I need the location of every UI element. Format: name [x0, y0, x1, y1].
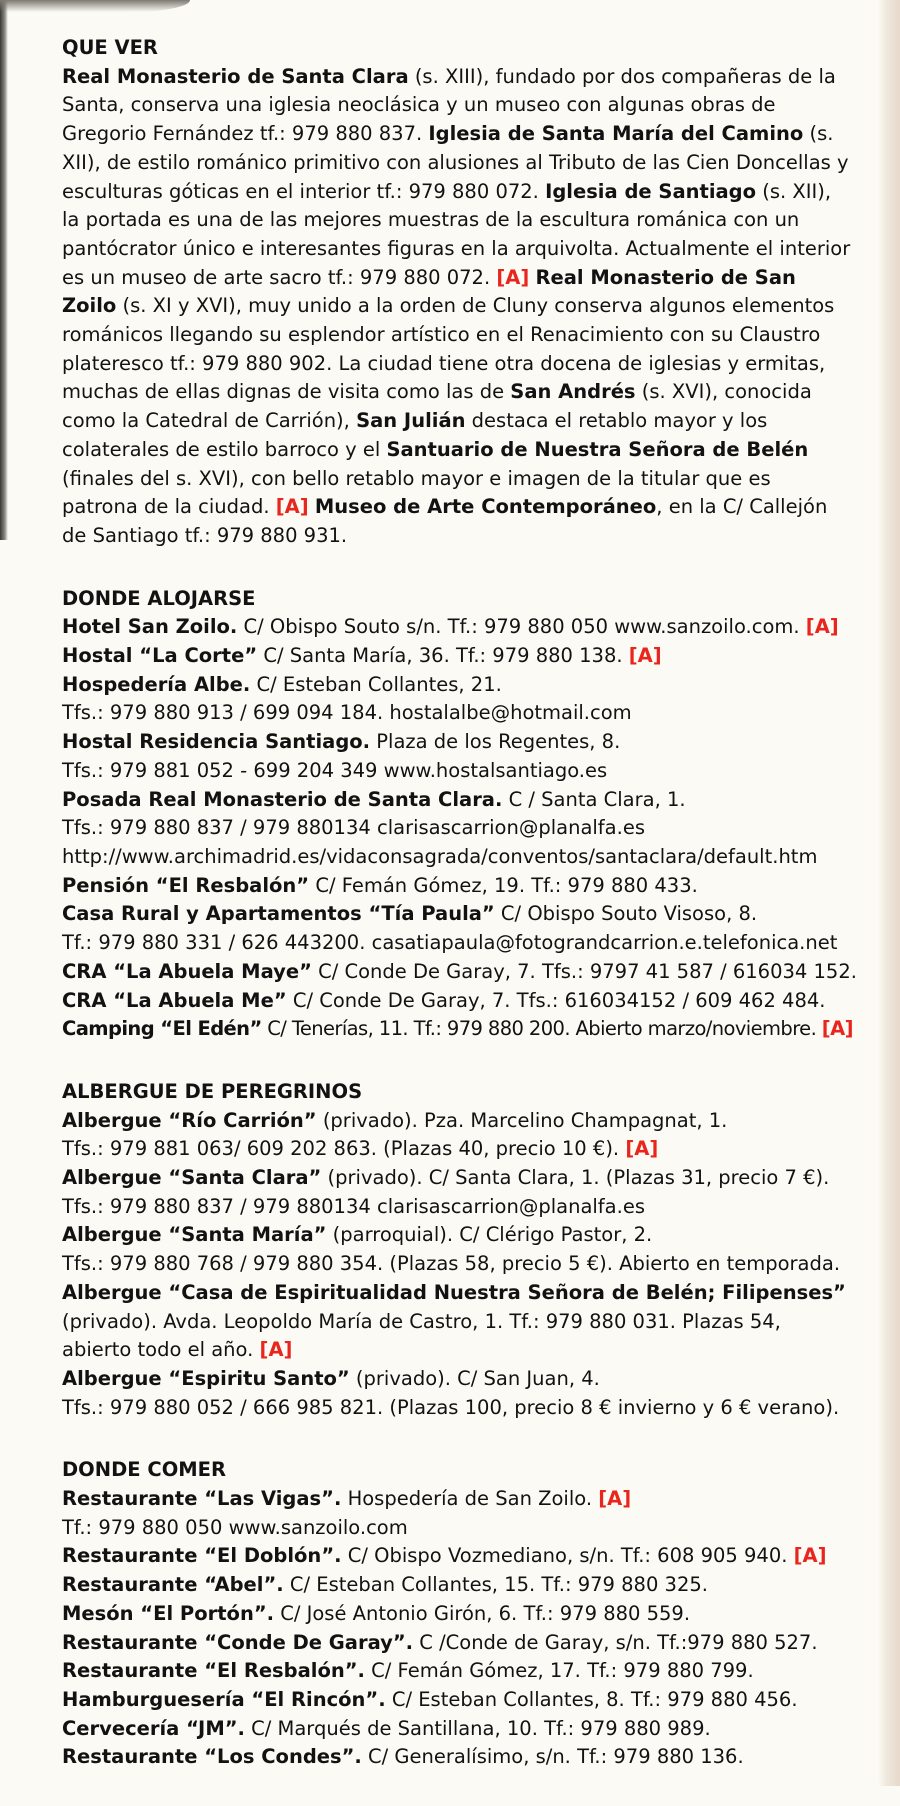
text-run: (parroquial). C/ Clérigo Pastor, 2.	[326, 1223, 653, 1247]
guide-page	[62, 34, 857, 1806]
listing-line	[62, 786, 852, 815]
listing-line	[62, 1164, 852, 1193]
page-corner-shadow	[0, 0, 190, 12]
accessibility-badge: [A]	[805, 615, 839, 639]
listing-entry	[62, 642, 852, 671]
text-run: Tfs.: 979 880 837 / 979 880134 clarisascarrion@planalfa.es	[62, 816, 645, 840]
text-run: C/ Obispo Souto s/n. Tf.: 979 880 050 www.sanzoilo.com.	[237, 615, 806, 639]
listing-entry	[62, 1279, 852, 1365]
text-run: (privado). C/ Santa Clara, 1. (Plazas 31, precio 7 €).	[321, 1166, 830, 1190]
text-run: C/ José Antonio Girón, 6. Tf.: 979 880 559.	[274, 1601, 691, 1625]
bold-name: Camping “El Edén”	[62, 1017, 262, 1041]
text-run: C/ Conde De Garay, 7. Tfs.: 9797 41 587 / 616034 152.	[311, 959, 857, 983]
accessibility-badge: [A]	[625, 1137, 659, 1161]
listing-line	[62, 929, 852, 958]
section-donde-comer	[62, 1456, 852, 1772]
text-run: (s. XVI), conocida como la Catedral de Carrión),	[62, 380, 812, 433]
albergue-list	[62, 1107, 852, 1423]
listing-line	[62, 1571, 852, 1600]
listing-line	[62, 1365, 852, 1394]
bold-name: Restaurante “Las Vigas”.	[62, 1487, 342, 1511]
listing-line	[62, 1193, 852, 1222]
section-heading-donde-comer: DONDE COMER	[62, 1458, 227, 1482]
text-run: Tfs.: 979 880 913 / 699 094 184. hostalalbe@hotmail.com	[62, 701, 632, 725]
listing-entry	[62, 1715, 852, 1744]
bold-name: Pensión “El Resbalón”	[62, 873, 310, 897]
text-run: (s. XII), la portada es una de las mejores muestras de la escultura románica con un pantócrator único e interesantes figuras en la arquivolta. Actualmente el interior es un museo de arte sacro tf.: 979 880 072.	[62, 179, 851, 289]
listing-line	[62, 1600, 852, 1629]
bold-name: San Julián	[356, 409, 466, 433]
text-run: C/ Esteban Collantes, 15. Tf.: 979 880 325.	[283, 1573, 708, 1597]
listing-line	[62, 1221, 852, 1250]
page-edge-tint	[878, 0, 900, 1786]
listing-line	[62, 814, 852, 843]
bold-name: CRA “La Abuela Maye”	[62, 959, 312, 983]
listing-line	[62, 900, 852, 929]
accessibility-badge: [A]	[259, 1338, 293, 1362]
listing-line	[62, 1514, 852, 1543]
bold-name: Casa Rural y Apartamentos “Tía Paula”	[62, 902, 495, 926]
text-run: (s. XI y XVI), muy unido a la orden de Cluny conserva algunos elementos románicos llegando su esplendor artístico en el Renacimiento con su Claustro plateresco tf.: 979 880 902. La ciudad tiene otra docena de iglesias y ermitas, muchas de ellas dignas de visita como las de	[62, 294, 835, 404]
listing-entry	[62, 1107, 852, 1164]
section-donde-alojarse	[62, 585, 857, 1044]
text-run: (s. XIII), fundado por dos compañeras de la Santa, conserva una iglesia neoclásica y un museo con algunas obras de Gregorio Fernández tf.: 979 880 837.	[62, 64, 836, 146]
listing-entry	[62, 1629, 852, 1658]
listing-line	[62, 958, 857, 987]
text-run: Tfs.: 979 880 768 / 979 880 354. (Plazas 58, precio 5 €). Abierto en temporada.	[62, 1252, 841, 1276]
text-run: , en la C/ Callejón de Santiago tf.: 979 880 931.	[62, 495, 828, 547]
listing-entry	[62, 1542, 852, 1571]
bold-name: Real Monasterio de Santa Clara	[62, 64, 409, 88]
bold-name: Albergue “Santa Clara”	[62, 1166, 322, 1190]
bold-name: Albergue “Río Carrión”	[62, 1108, 317, 1132]
text-run: C/ Santa María, 36. Tf.: 979 880 138.	[257, 644, 629, 668]
section-que-ver	[62, 34, 852, 551]
listing-line	[62, 1394, 852, 1423]
bold-name: Albergue “Santa María”	[62, 1223, 327, 1247]
accessibility-badge: [A]	[628, 644, 662, 668]
text-run: Hospedería de San Zoilo.	[341, 1487, 599, 1511]
bold-name: Hostal Residencia Santiago.	[62, 730, 371, 754]
listing-entry	[62, 1015, 852, 1044]
listing-entry	[62, 1657, 852, 1686]
section-heading-que-ver: QUE VER	[62, 36, 158, 59]
listing-entry	[62, 1743, 852, 1772]
listing-line	[62, 1015, 852, 1044]
listing-entry	[62, 1164, 852, 1221]
listing-entry	[62, 613, 852, 642]
accessibility-badge: [A]	[793, 1544, 827, 1568]
section-heading-donde-alojarse: DONDE ALOJARSE	[62, 586, 256, 610]
accessibility-badge: [A]	[275, 495, 309, 519]
text-run: C/ Obispo Vozmediano, s/n. Tf.: 608 905 940.	[341, 1544, 794, 1568]
listing-line	[62, 1743, 852, 1772]
text-run: (privado). C/ San Juan, 4.	[349, 1366, 600, 1390]
bold-name: Restaurante “El Resbalón”.	[62, 1659, 365, 1683]
text-run: Tf.: 979 880 050 www.sanzoilo.com	[62, 1515, 408, 1539]
accessibility-badge: [A]	[598, 1487, 632, 1511]
listing-entry	[62, 728, 852, 785]
listing-entry	[62, 872, 852, 901]
bold-name: San Andrés	[510, 380, 636, 404]
listing-line	[62, 1629, 852, 1658]
listing-line	[62, 1135, 852, 1164]
text-run: C/ Femán Gómez, 19. Tf.: 979 880 433.	[309, 873, 698, 897]
listing-line	[62, 1107, 852, 1136]
listing-line	[62, 1542, 852, 1571]
comer-list	[62, 1485, 852, 1772]
text-run: C/ Femán Gómez, 17. Tf.: 979 880 799.	[364, 1659, 754, 1683]
listing-entry	[62, 900, 852, 957]
listing-line	[62, 1715, 852, 1744]
text-run: http://www.archimadrid.es/vidaconsagrada/conventos/santaclara/default.htm	[62, 844, 818, 868]
text-run: (finales del s. XVI), con bello retablo mayor e imagen de la titular que es patrona de la ciudad.	[62, 466, 771, 519]
listing-entry	[62, 1365, 852, 1422]
listing-line	[62, 1279, 852, 1308]
listing-entry	[62, 1221, 852, 1278]
listing-entry	[62, 958, 857, 987]
text-run: C / Santa Clara, 1.	[502, 787, 686, 811]
text-run: abierto todo el año.	[62, 1338, 260, 1362]
text-run: Plaza de los Regentes, 8.	[370, 730, 621, 754]
bold-name: Restaurante “Los Condes”.	[62, 1745, 362, 1769]
bold-name: Hospedería Albe.	[62, 672, 251, 696]
listing-line	[62, 699, 852, 728]
listing-line	[62, 1657, 852, 1686]
listing-line	[62, 1485, 852, 1514]
text-run: C/ Tenerías, 11. Tf.: 979 880 200. Abierto marzo/noviembre.	[261, 1017, 822, 1041]
text-run: C/ Esteban Collantes, 21.	[250, 672, 502, 696]
bold-name: Museo de Arte Contemporáneo	[314, 495, 657, 519]
text-run: C/ Esteban Collantes, 8. Tf.: 979 880 456.	[385, 1687, 798, 1711]
listing-line	[62, 1308, 852, 1337]
text-run: (s. XII), de estilo románico primitivo con alusiones al Tributo de las Cien Doncellas y esculturas góticas en el interior tf.: 979 880 072.	[62, 122, 849, 203]
bold-name: Restaurante “El Doblón”.	[62, 1544, 342, 1568]
listing-line	[62, 1686, 852, 1715]
listing-entry	[62, 1686, 852, 1715]
text-run: Tfs.: 979 880 837 / 979 880134 clarisascarrion@planalfa.es	[62, 1194, 645, 1218]
text-run: (privado). Avda. Leopoldo María de Castro, 1. Tf.: 979 880 031. Plazas 54,	[62, 1309, 781, 1333]
text-run: C/ Obispo Souto Visoso, 8.	[494, 902, 758, 926]
listing-line	[62, 671, 852, 700]
text-run: C /Conde de Garay, s/n. Tf.:979 880 527.	[413, 1630, 818, 1654]
bold-name: Posada Real Monasterio de Santa Clara.	[62, 787, 503, 811]
text-run: C/ Generalísimo, s/n. Tf.: 979 880 136.	[361, 1745, 744, 1769]
bold-name: Cervecería “JM”.	[62, 1716, 245, 1740]
listing-entry	[62, 671, 852, 728]
listing-entry	[62, 1485, 852, 1542]
text-run: C/ Marqués de Santillana, 10. Tf.: 979 880 989.	[244, 1716, 711, 1740]
text-run: Tfs.: 979 880 052 / 666 985 821. (Plazas 100, precio 8 € invierno y 6 € verano).	[62, 1395, 840, 1419]
listing-line	[62, 642, 852, 671]
listing-entry	[62, 1600, 852, 1629]
bold-name: Hostal “La Corte”	[62, 644, 258, 668]
bold-name: Hotel San Zoilo.	[62, 615, 238, 639]
bold-name: Restaurante “Conde De Garay”.	[62, 1630, 414, 1654]
listing-line	[62, 728, 852, 757]
text-run: Tfs.: 979 881 052 - 699 204 349 www.hostalsantiago.es	[62, 758, 608, 782]
listing-entry	[62, 786, 852, 872]
bold-name: Restaurante “Abel”.	[62, 1573, 284, 1597]
listing-line	[62, 1336, 852, 1365]
accessibility-badge: [A]	[821, 1017, 853, 1041]
section-albergue-peregrinos	[62, 1078, 852, 1422]
text-run: Tfs.: 979 881 063/ 609 202 863. (Plazas 40, precio 10 €).	[62, 1137, 626, 1161]
listing-line	[62, 987, 852, 1016]
text-run: (privado). Pza. Marcelino Champagnat, 1.	[316, 1108, 728, 1132]
text-run: C/ Conde De Garay, 7. Tfs.: 616034152 / 609 462 484.	[286, 988, 826, 1012]
bold-name: Santuario de Nuestra Señora de Belén	[386, 437, 809, 461]
listing-entry	[62, 1571, 852, 1600]
listing-line	[62, 613, 852, 642]
page-edge-shadow	[0, 0, 8, 540]
listing-line	[62, 872, 852, 901]
que-ver-paragraph	[62, 63, 852, 551]
bold-name: CRA “La Abuela Me”	[62, 988, 287, 1012]
bold-name: Albergue “Espiritu Santo”	[62, 1366, 350, 1390]
bold-name: Iglesia de Santa María del Camino	[428, 122, 804, 146]
bold-name: Real Monasterio de San Zoilo	[62, 265, 796, 318]
listing-line	[62, 757, 852, 786]
bold-name: Hamburguesería “El Rincón”.	[62, 1687, 386, 1711]
bold-name: Mesón “El Portón”.	[62, 1601, 275, 1625]
bold-name: Iglesia de Santiago	[545, 179, 757, 203]
text-run: destaca el retablo mayor y los colaterales de estilo barroco y el	[62, 409, 768, 461]
bold-name: Albergue “Casa de Espiritualidad Nuestra Señora de Belén; Filipenses”	[62, 1280, 846, 1304]
listing-line	[62, 843, 852, 872]
accessibility-badge: [A]	[496, 265, 530, 289]
listing-line	[62, 1250, 852, 1279]
listing-entry	[62, 987, 852, 1016]
section-heading-albergue: ALBERGUE DE PEREGRINOS	[62, 1079, 363, 1103]
alojarse-list	[62, 613, 857, 1044]
text-run: Tf.: 979 880 331 / 626 443200. casatiapaula@fotograndcarrion.e.telefonica.net	[62, 931, 838, 955]
